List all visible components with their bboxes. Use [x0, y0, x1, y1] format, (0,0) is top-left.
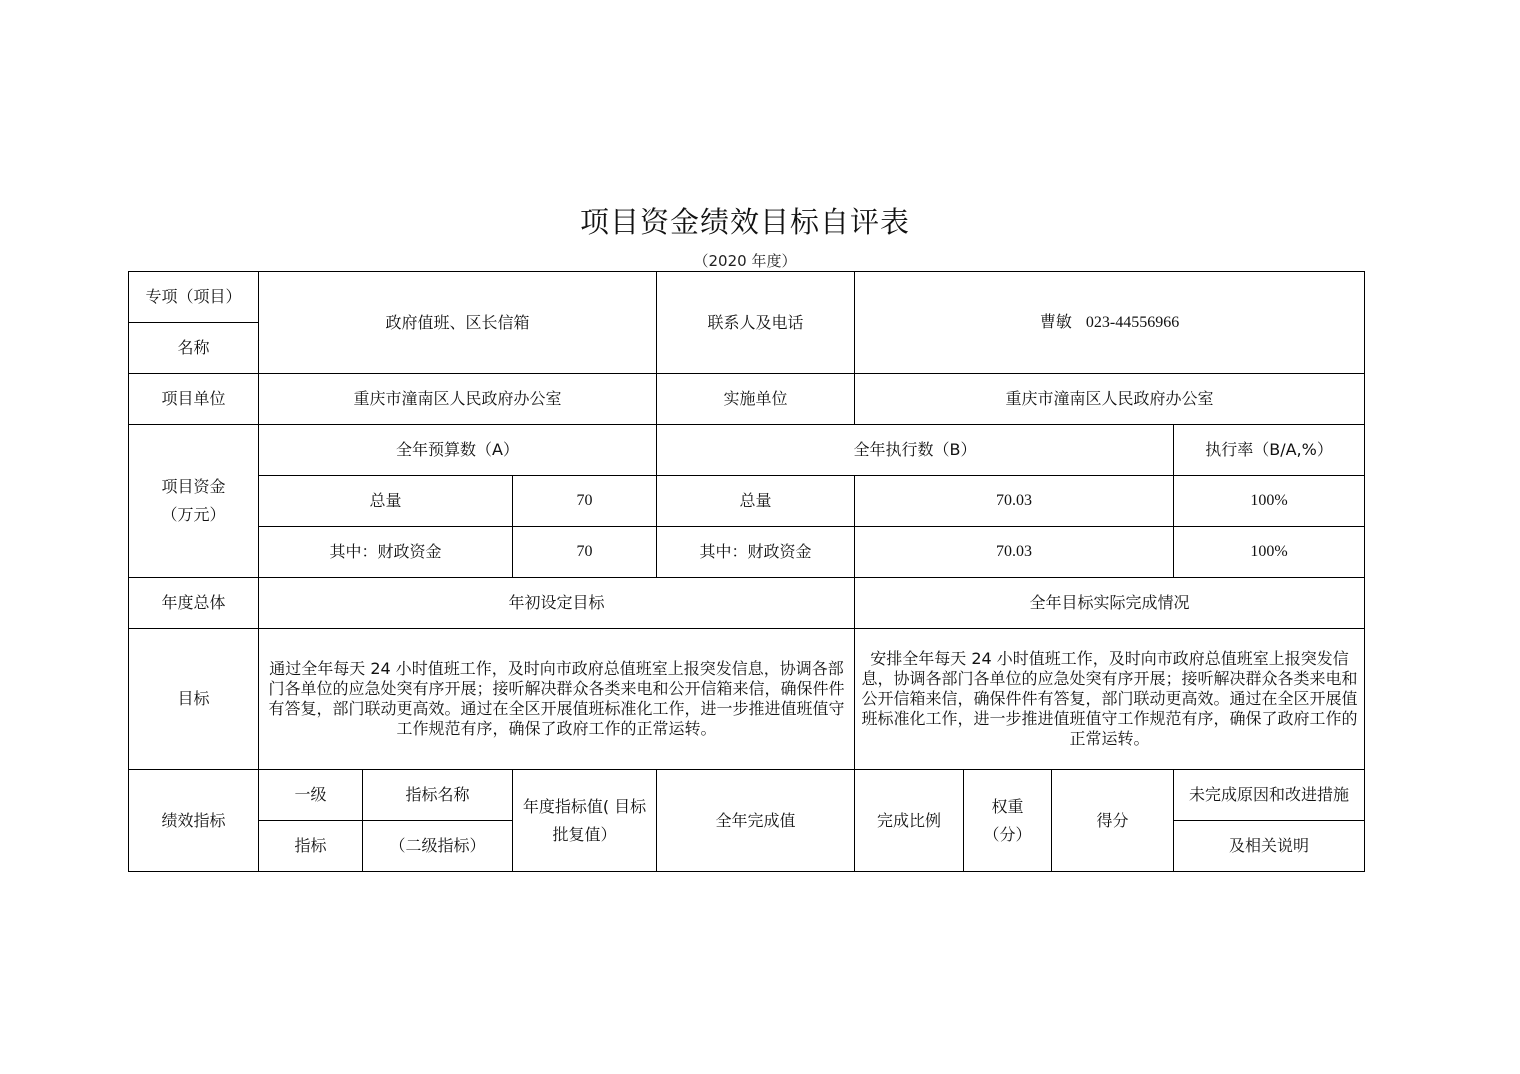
indicator-level1-top: 一级 [259, 770, 363, 821]
funds-label-line1: 项目资金 [161, 477, 226, 496]
evaluation-table [128, 271, 1365, 872]
document-year: （2020 年度） [693, 252, 797, 270]
funds-row-label-b: 其中：财政资金 [657, 527, 855, 578]
indicator-ratio: 完成比例 [855, 770, 964, 872]
project-name-value: 政府值班、区长信箱 [259, 272, 657, 374]
goals-label-bottom: 目标 [129, 629, 259, 770]
contact-value [855, 272, 1365, 374]
budget-header: 全年预算数（A） [259, 425, 657, 476]
rate-header: 执行率（B/A,%） [1174, 425, 1365, 476]
indicator-reason-bottom: 及相关说明 [1174, 821, 1365, 872]
impl-unit-label: 实施单位 [657, 374, 855, 425]
exec-header: 全年执行数（B） [657, 425, 1174, 476]
project-unit-value: 重庆市潼南区人民政府办公室 [259, 374, 657, 425]
document-title: 项目资金绩效目标自评表 [579, 205, 910, 239]
indicator-weight-line1: 权重 [991, 796, 1024, 816]
indicator-level1-bottom: 指标 [259, 821, 363, 872]
funds-row-label-a: 其中：财政资金 [259, 527, 513, 578]
funds-row-value-b: 70.03 [855, 527, 1174, 578]
project-name-label-top: 专项（项目） [129, 272, 259, 323]
indicator-name-top: 指标名称 [363, 770, 513, 821]
indicator-reason-top: 未完成原因和改进措施 [1174, 770, 1365, 821]
indicator-actual-value: 全年完成值 [657, 770, 855, 872]
indicator-name-bottom: （二级指标） [363, 821, 513, 872]
contact-label: 联系人及电话 [657, 272, 855, 374]
goals-actual-header: 全年目标实际完成情况 [855, 578, 1365, 629]
funds-row-rate: 100% [1174, 527, 1365, 578]
funds-row-label-b: 总量 [657, 476, 855, 527]
project-name-label-bottom: 名称 [129, 323, 259, 374]
indicators-label: 绩效指标 [129, 770, 259, 872]
funds-row-value-a: 70 [513, 476, 657, 527]
goals-label-top: 年度总体 [129, 578, 259, 629]
contact-phone: 023-44556966 [1085, 314, 1180, 331]
indicator-target-line1: 年度指标值( 目标 [522, 796, 647, 816]
indicator-score: 得分 [1052, 770, 1174, 872]
goals-set-header: 年初设定目标 [259, 578, 855, 629]
funds-label [129, 425, 259, 578]
indicator-target-line2: 批复值） [552, 824, 617, 844]
funds-row-value-b: 70.03 [855, 476, 1174, 527]
indicator-weight [964, 770, 1052, 872]
contact-name: 曹敏 [1039, 312, 1072, 331]
indicator-target [513, 770, 657, 872]
funds-label-line2: （万元） [161, 505, 226, 524]
funds-row-value-a: 70 [513, 527, 657, 578]
funds-row-rate: 100% [1174, 476, 1365, 527]
funds-row-label-a: 总量 [259, 476, 513, 527]
impl-unit-value: 重庆市潼南区人民政府办公室 [855, 374, 1365, 425]
project-unit-label: 项目单位 [129, 374, 259, 425]
goals-actual-text: 安排全年每天 24 小时值班工作，及时向市政府总值班室上报突发信息，协调各部门各单位的应急处突有序开展；接听解决群众各类来电和公开信箱来信，确保件件有答复，部门联动更高效。通过在全区开展值班标准化工作，进一步推进值班值守工作规范有序，确保了政府工作的正常运转。 [855, 629, 1365, 770]
goals-set-text: 通过全年每天 24 小时值班工作，及时向市政府总值班室上报突发信息，协调各部门各单位的应急处突有序开展；接听解决群众各类来电和公开信箱来信，确保件件有答复，部门联动更高效。通过在全区开展值班标准化工作，进一步推进值班值守工作规范有序，确保了政府工作的正常运转。 [259, 629, 855, 770]
indicator-weight-line2: （分） [983, 824, 1032, 844]
